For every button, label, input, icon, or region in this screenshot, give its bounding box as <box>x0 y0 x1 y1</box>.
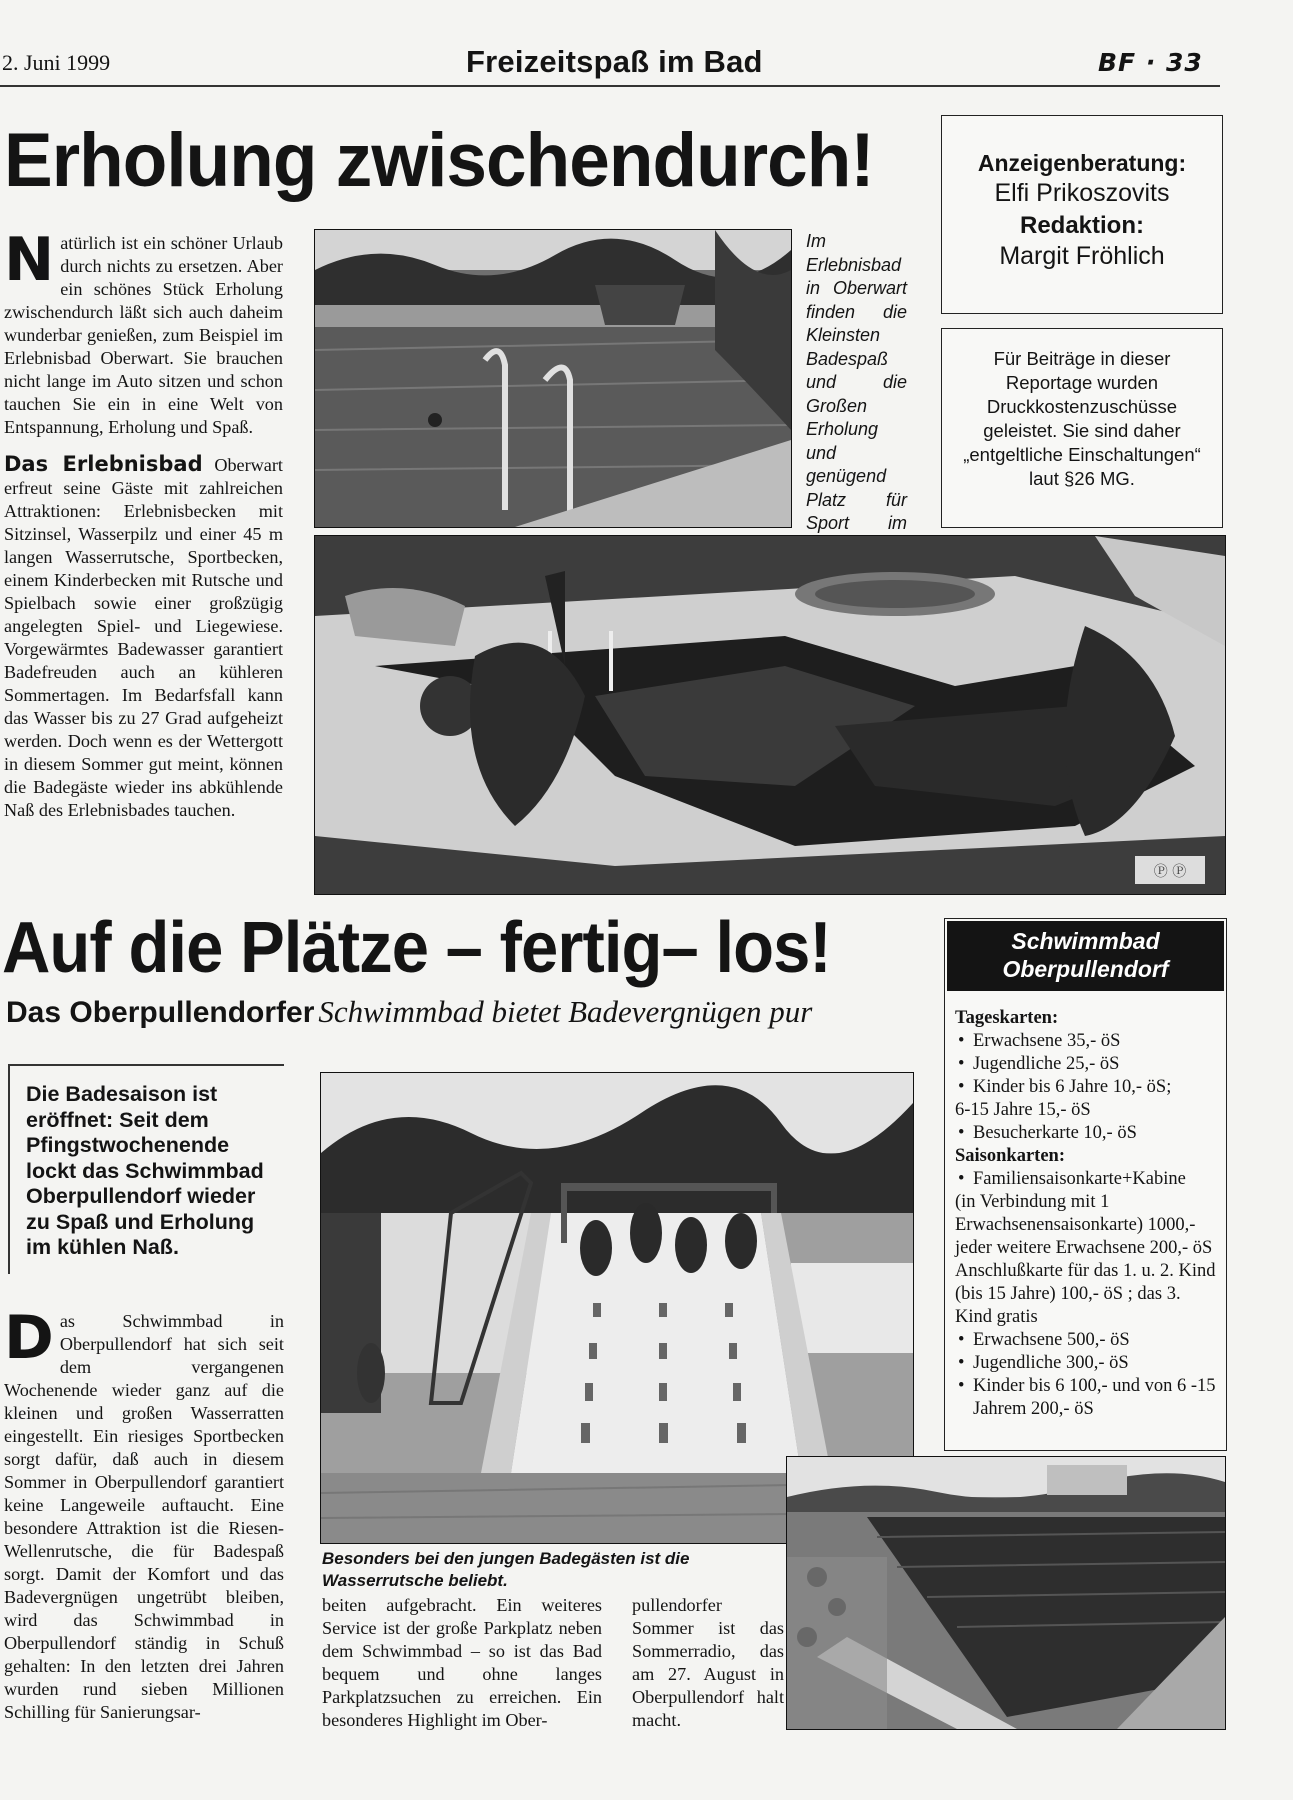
article1-para2-lead: Das Erlebnisbad <box>4 452 203 476</box>
dropcap-n: N <box>4 225 55 295</box>
article2-col2: beiten aufgebracht. Ein weiteres Service ist der große Parkplatz neben dem Schwimmbad – so ist das Bad bequem und ohne langes Parkplatzsuchen zu erreichen. Ein besonderes Highlight im Ober- <box>322 1595 602 1730</box>
season-ticket-list-2 <box>955 1329 1216 1421</box>
parking-sign-text: Ⓟ Ⓟ <box>1153 864 1187 880</box>
issue-date: 2. Juni 1999 <box>2 50 111 75</box>
season-ticket-heading: Saisonkarten: <box>955 1146 1065 1166</box>
subhead-bold: Das Oberpullendorfer <box>6 996 315 1029</box>
day-item: • Kinder bis 6 Jahre 10,- öS; <box>955 1076 1216 1099</box>
ad-label: Anzeigenberatung: <box>977 150 1187 176</box>
price-box-title-1: Schwimmbad <box>1011 928 1160 954</box>
season-item: • Familiensaisonkarte+Kabine <box>955 1168 1216 1191</box>
article2-col1 <box>4 1303 284 1724</box>
day-ticket-list <box>955 1030 1216 1099</box>
header-rule <box>0 85 1220 87</box>
article1-headline: Erholung zwischendurch! <box>4 118 874 203</box>
season-item: • Kinder bis 6 100,- und von 6 -15 Jahrem 200,- öS <box>955 1375 1216 1421</box>
editor-name: Margit Fröhlich <box>999 242 1165 270</box>
section-title: Freizeitspaß im Bad <box>466 44 763 79</box>
article1-body <box>4 225 283 822</box>
price-box-title-2: Oberpullendorf <box>1002 956 1169 982</box>
season-item: • Erwachsene 500,- öS <box>955 1329 1216 1352</box>
lead-top-rule <box>8 1064 284 1066</box>
notice-text: Für Beiträge in dieser Reportage wurden Druckkostenzuschüsse geleistet. Sie sind daher „entgeltliche Einschaltungen“ laut §26 MG. <box>963 348 1201 489</box>
day-item: • Jugendliche 25,- öS <box>955 1053 1216 1076</box>
photo3-caption: Besonders bei den jungen Badegästen ist die Wasserrutsche beliebt. <box>322 1549 690 1590</box>
article1-para2: Oberwart erfreut seine Gäste mit zahlreichen Attraktionen: Erlebnisbecken mit Sitzinsel, Wasserpilz und einer 45 m langen Wasserrutsche, Sportbecken, einem Kinderbecken mit Rutsche und Spielbach sowie einer großzügig angelegten Spiel- und Liegewiese. Vorgewärmtes Badewasser garantiert Badefreuden auch an kühleren Sommertagen. Im Bedarfsfall kann das Wasser bis zu 27 Grad aufgeheizt werden. Doch wenn es der Wettergott in diesem Sommer gut meint, können die Badegäste wieder ins abkühlende Naß des Erlebnisbades tauchen. <box>4 455 283 820</box>
article2-col3: pullendorfer Sommer ist das Sommerradio, das am 27. August in Oberpullendorf halt macht. <box>632 1595 784 1730</box>
article2-lead: Die Badesaison ist eröffnet: Seit dem Pfingstwochenende lockt das Schwimmbad Oberpullendorf wieder zu Spaß und Erholung im kühlen Naß. <box>26 1082 264 1259</box>
article2-col1-text: as Schwimmbad in Oberpullendorf hat sich seit dem vergangenen Wochenende wieder ganz auf die kleinen und großen Wasserratten eingestellt. Ein riesiges Sportbecken sorgt dafür, daß auch in diesem Sommer in Oberpullendorf garantiert keine Langeweile auftaucht. Eine besondere Attraktion ist die Riesen-Wellenrutsche, die für Badespaß sorgt. Damit der Komfort und das Badevergnügen ungetrübt bleiben, wird das Schwimmbad in Oberpullendorf ständig in Schuß gehalten: In den letzten drei Jahren wurden rund sieben Millionen Schilling für Sanierungsar- <box>4 1311 284 1722</box>
photo1-caption: Im Erlebnisbad in Oberwart finden die Kleinsten Badespaß und die Großen Erholung und genügend Platz für Sport im <box>806 231 907 533</box>
season-ticket-list <box>955 1168 1216 1191</box>
article2-headline: Auf die Plätze – fertig– los! <box>2 908 831 988</box>
day-item: • Besucherkarte 10,- öS <box>955 1122 1216 1145</box>
article2-subhead <box>6 994 812 1030</box>
day-ticket-heading: Tageskarten: <box>955 1008 1059 1028</box>
season-item: • Jugendliche 300,- öS <box>955 1352 1216 1375</box>
day-item: • Erwachsene 35,- öS <box>955 1030 1216 1053</box>
subhead-italic: Schwimmbad bietet Badevergnügen pur <box>318 994 813 1029</box>
editor-label: Redaktion: <box>1019 212 1144 239</box>
season-text: (in Verbindung mit 1 Erwachsenensaisonkarte) 1000,- jeder weitere Erwachsene 200,- öS Anschlußkarte für das 1. u. 2. Kind (bis 15 Jahre) 100,- öS ; das 3. Kind gratis <box>955 1192 1216 1327</box>
day-ticket-list-2 <box>955 1122 1216 1145</box>
photo-sportbecken <box>786 1456 1226 1730</box>
article1-para1: atürlich ist ein schöner Urlaub durch nichts zu ersetzen. Aber ein schönes Stück Erholung zwischendurch läßt sich auch daheim wunderbar genießen, zum Beispiel im Erlebnisbad Oberwart. Sie brauchen nicht lange im Auto sitzen und schon tauchen Sie ein in eine Welt von Entspannung, Erholung und Spaß. <box>4 233 283 437</box>
day-extra: 6-15 Jahre 15,- öS <box>955 1100 1091 1120</box>
photo-erlebnisbad-aerial <box>314 535 1226 895</box>
price-box-body <box>945 993 1226 1421</box>
notice-box <box>941 328 1223 528</box>
dropcap-d: D <box>4 1303 54 1373</box>
contact-box <box>941 115 1223 314</box>
price-box-header <box>947 921 1224 991</box>
lead-left-rule <box>8 1064 10 1274</box>
photo-erlebnisbad-pool <box>314 229 792 528</box>
page-number: BF · 33 <box>1098 48 1203 77</box>
price-box <box>944 918 1227 1451</box>
ad-name: Elfi Prikoszovits <box>994 179 1170 207</box>
